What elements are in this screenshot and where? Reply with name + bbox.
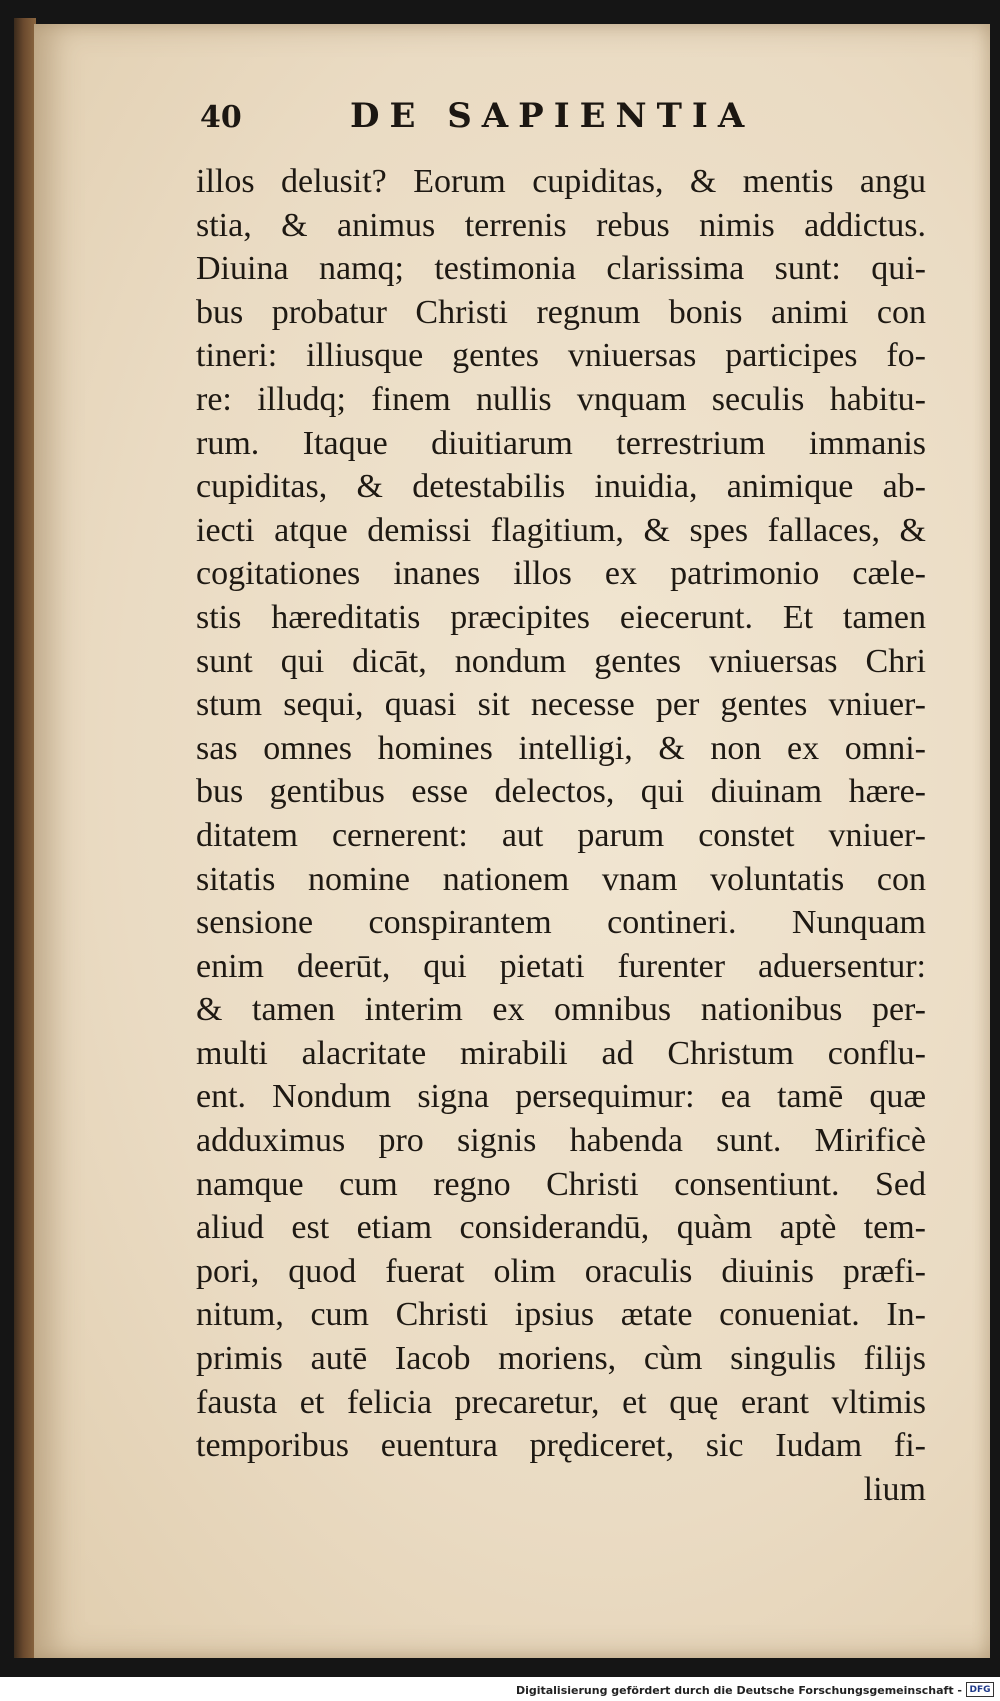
text-line: sas omnes homines intelligi, & non ex omni- (196, 729, 926, 767)
text-line: tineri: illiusque gentes vniuersas participes fo- (196, 337, 926, 375)
text-line: fausta et felicia precaretur, et quę erant vltimis (196, 1383, 926, 1421)
running-title: DE SAPIENTIA (350, 96, 755, 136)
text-line: ditatem cernerent: aut parum constet vniuer- (196, 816, 926, 854)
text-line: cogitationes inanes illos ex patrimonio cæle- (196, 555, 926, 593)
dfg-logo-icon: DFG (966, 1682, 994, 1697)
text-line: aliud est etiam considerandū, quàm aptè tem- (196, 1209, 926, 1247)
body-text (196, 160, 926, 1511)
text-line: cupiditas, & detestabilis inuidia, animique ab- (196, 468, 926, 506)
text-line: sensione conspirantem contineri. Nunquam (196, 904, 926, 942)
text-line: Diuina namq; testimonia clarissima sunt: qui- (196, 250, 926, 288)
footer-bar (0, 1677, 1000, 1701)
text-line: stum sequi, quasi sit necesse per gentes vniuer- (196, 686, 926, 724)
text-line: enim deerūt, qui pietati furenter aduersentur: (196, 947, 926, 985)
text-line: iecti atque demissi flagitium, & spes fallaces, & (196, 511, 926, 549)
book-spine-edge (14, 18, 36, 1658)
text-line: sitatis nomine nationem vnam voluntatis con (196, 860, 926, 898)
text-line: rum. Itaque diuitiarum terrestrium immanis (196, 424, 926, 462)
funding-credit: Digitalisierung gefördert durch die Deutsche Forschungsgemeinschaft - (515, 1684, 962, 1697)
page-number: 40 (200, 100, 242, 135)
text-line: multi alacritate mirabili ad Christum conflu- (196, 1034, 926, 1072)
text-line: primis autē Iacob moriens, cùm singulis filijs (196, 1340, 926, 1378)
text-line: sunt qui dicāt, nondum gentes vniuersas Chri (196, 642, 926, 680)
text-line: & tamen interim ex omnibus nationibus per- (196, 991, 926, 1029)
text-line: adduximus pro signis habenda sunt. Mirificè (196, 1122, 926, 1160)
text-line: pori, quod fuerat olim oraculis diuinis præfi- (196, 1252, 926, 1290)
text-line: stis hæreditatis præcipites eiecerunt. Et tamen (196, 598, 926, 636)
text-line: temporibus euentura prędiceret, sic Iudam fi- (196, 1427, 926, 1465)
text-line: stia, & animus terrenis rebus nimis addictus. (196, 206, 926, 244)
text-line: bus probatur Christi regnum bonis animi con (196, 293, 926, 331)
text-line: illos delusit? Eorum cupiditas, & mentis angu (196, 163, 926, 200)
text-line: re: illudq; finem nullis vnquam seculis habitu- (196, 380, 926, 418)
text-line: bus gentibus esse delectos, qui diuinam hære- (196, 773, 926, 811)
catchword: lium (863, 1470, 926, 1508)
text-line: namque cum regno Christi consentiunt. Sed (196, 1165, 926, 1203)
text-line: ent. Nondum signa persequimur: ea tamē quæ (196, 1078, 926, 1116)
text-line: nitum, cum Christi ipsius ætate conueniat. In- (196, 1296, 926, 1334)
